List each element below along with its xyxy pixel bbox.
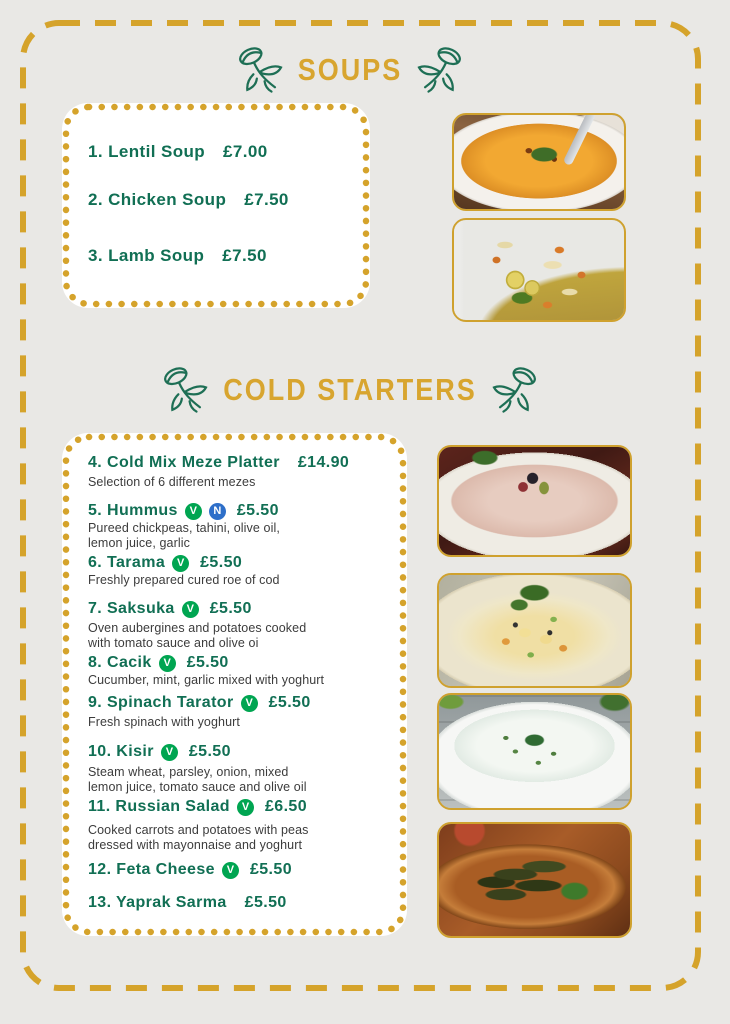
item-price: £7.00 — [223, 142, 268, 161]
item-label: 7. Saksuka — [88, 600, 175, 617]
soups-section-header — [0, 40, 700, 100]
vegetarian-badge: V — [159, 655, 176, 672]
flower-icon — [236, 45, 288, 95]
menu-item-lentil-soup — [88, 142, 356, 162]
cacik-photo — [437, 693, 632, 810]
tarama-dip-photo-art — [439, 447, 630, 555]
item-price: £6.50 — [264, 798, 308, 815]
menu-item-saksuka — [88, 599, 389, 619]
item-label: 8. Cacik — [88, 654, 152, 671]
vegetarian-badge: V — [185, 503, 202, 520]
item-label: 13. Yaprak Sarma — [88, 894, 227, 911]
item-description: Oven aubergines and potatoes cooked with tomato sauce and olive oi — [88, 621, 307, 650]
menu-item-lamb-soup — [88, 246, 356, 266]
vegetarian-badge: V — [172, 555, 189, 572]
item-price: £5.50 — [249, 861, 292, 878]
item-price: £7.50 — [222, 246, 267, 265]
soups-menu-box — [62, 103, 370, 308]
lentil-soup-photo-art — [454, 115, 624, 209]
yaprak-sarma-photo — [437, 822, 632, 938]
section-title: COLD STARTERS — [223, 372, 477, 407]
item-label: 1. Lentil Soup — [88, 142, 206, 161]
item-price: £5.50 — [268, 694, 311, 711]
item-price: £7.50 — [244, 190, 289, 209]
menu-item-meze-platter — [88, 453, 389, 473]
cold-starters-menu-box — [62, 433, 407, 936]
menu-item-spinach-tarator — [88, 693, 389, 713]
item-price: £14.90 — [297, 454, 350, 471]
item-description: Cooked carrots and potatoes with peas dressed with mayonnaise and yoghurt — [88, 823, 309, 852]
item-description: Freshly prepared cured roe of cod — [88, 573, 280, 587]
cold-starters-section-header — [0, 360, 700, 420]
menu-item-hummus — [88, 501, 389, 521]
russian-salad-photo — [437, 573, 632, 688]
nuts-badge: N — [209, 503, 226, 520]
item-label: 11. Russian Salad — [88, 798, 230, 815]
flower-icon — [412, 45, 464, 95]
item-label: 12. Feta Cheese — [88, 861, 215, 878]
menu-item-chicken-soup — [88, 190, 356, 210]
vegetarian-badge: V — [237, 799, 254, 816]
russian-salad-photo-art — [439, 575, 630, 686]
vegetarian-badge: V — [222, 862, 239, 879]
menu-item-cacik — [88, 653, 389, 673]
flower-icon — [487, 365, 539, 415]
item-price: £5.50 — [188, 743, 231, 760]
menu-item-yaprak-sarma — [88, 893, 389, 913]
lentil-soup-photo — [452, 113, 626, 211]
item-price: £5.50 — [244, 894, 287, 911]
vegetarian-badge: V — [161, 744, 178, 761]
menu-item-tarama — [88, 553, 389, 573]
item-price: £5.50 — [186, 654, 229, 671]
item-price: £5.50 — [236, 502, 279, 519]
flower-icon — [161, 365, 213, 415]
item-description: Cucumber, mint, garlic mixed with yoghurt — [88, 673, 325, 687]
item-description: Selection of 6 different mezes — [88, 475, 256, 489]
menu-item-feta-cheese — [88, 860, 389, 880]
item-label: 6. Tarama — [88, 554, 166, 571]
item-label: 4. Cold Mix Meze Platter — [88, 454, 280, 471]
item-price: £5.50 — [200, 554, 243, 571]
item-label: 9. Spinach Tarator — [88, 694, 234, 711]
item-label: 10. Kisir — [88, 743, 154, 760]
menu-item-kisir — [88, 742, 389, 762]
item-description: Steam wheat, parsley, onion, mixed lemon juice, tomato sauce and olive oil — [88, 765, 307, 794]
menu-item-russian-salad — [88, 797, 389, 817]
section-title: SOUPS — [297, 52, 403, 87]
tarama-dip-photo — [437, 445, 632, 557]
yaprak-sarma-photo-art — [439, 824, 630, 936]
vegetarian-badge: V — [241, 695, 258, 712]
item-label: 3. Lamb Soup — [88, 246, 205, 265]
item-description: Pureed chickpeas, tahini, olive oil, lemon juice, garlic — [88, 521, 280, 550]
item-label: 5. Hummus — [88, 502, 178, 519]
item-description: Fresh spinach with yoghurt — [88, 715, 240, 729]
chicken-soup-photo-art — [454, 220, 624, 320]
chicken-soup-photo — [452, 218, 626, 322]
item-price: £5.50 — [209, 600, 252, 617]
item-label: 2. Chicken Soup — [88, 190, 227, 209]
vegetarian-badge: V — [182, 601, 199, 618]
cacik-photo-art — [439, 695, 630, 808]
